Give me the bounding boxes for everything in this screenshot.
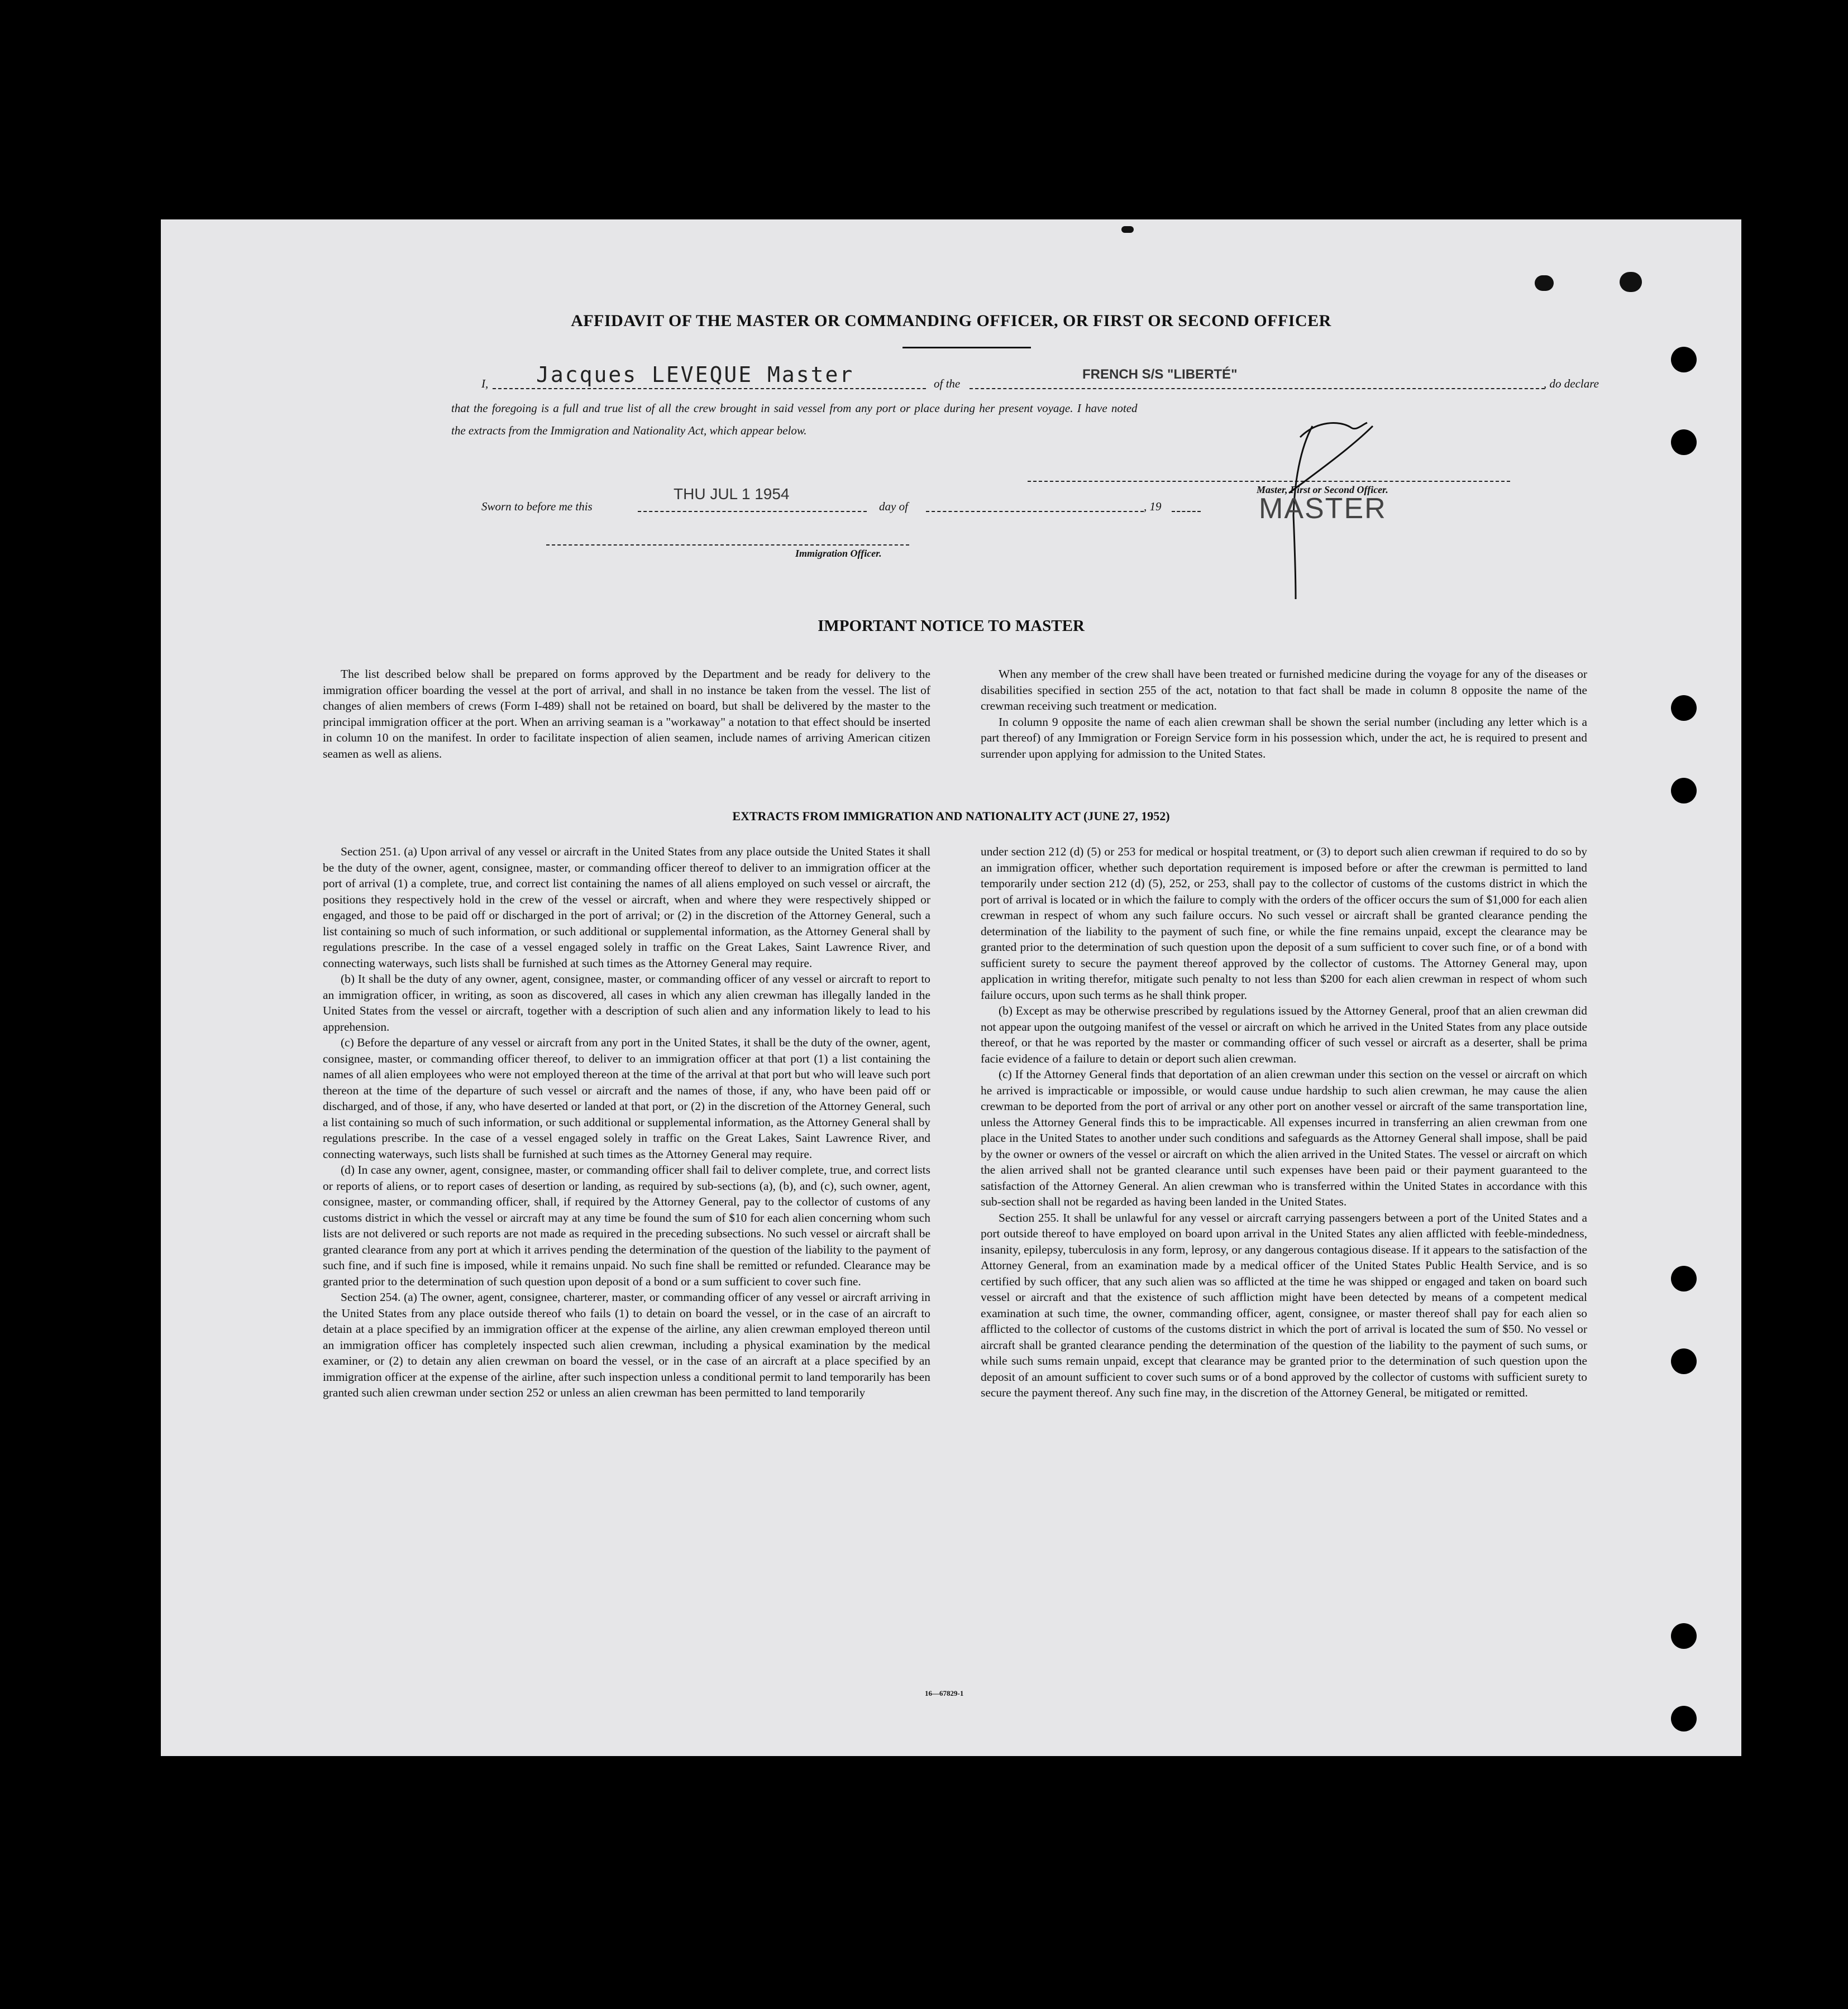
punch-hole <box>1671 1348 1697 1374</box>
declaration-i: I, <box>481 377 489 390</box>
extract-left-section-251d: (d) In case any owner, agent, consignee, master, or commanding officer shall fail to deliver complete, true, and correct lists or reports of aliens, or to report cases of desertion or landing, as required by sub-sections (a), (b), and (c), such owner, agent, consignee, master, or commanding officer, shall, if required by the Attorney General, pay to the collector of customs of any customs district in which the vessel or aircraft may at any time be found the sum of $10 for each alien concerning whom such lists are not delivered or such reports are not made as required in the preceding subsections. No such vessel or aircraft shall be granted clearance from any port at which it arrives pending the determination of the question of the liability to the payment of such fine, and if such fine is imposed, while it remains unpaid. No such fine shall be remitted or refunded. Clearance may be granted prior to the determination of such question upon deposit of a bond or a sum sufficient to cover such fine. <box>323 1163 930 1288</box>
extract-right-section-255: Section 255. It shall be unlawful for any vessel or aircraft carrying passengers between a port of the United States and a port outside thereof to have employed on board upon arrival in the United States any alien afflicted with feeble-mindedness, insanity, epilepsy, tuberculosis in any form, leprosy, or any dangerous contagious disease. If it appears to the satisfaction of the Attorney General, from an examination made by a medical officer of the United States Public Health Service, and is so certified by such officer, that any such alien was so afflicted at the time he was shipped or engaged and taken on board such vessel or aircraft and that the existence of such affliction might have been detected by means of a competent medical examination at such time, the owner, commanding officer, agent, consignee, or master thereof shall pay for each alien so afflicted to the collector of customs of the customs district in which the port of arrival is located the sum of $50. No vessel or aircraft shall be granted clearance pending the determination of the question of the liability to the payment of such sums, or while such sums remain unpaid, except that clearance may be granted prior to the determination of such question upon the deposit of an amount sufficient to cover such sums or of a bond approved by the collector of customs with sufficient surety to secure the payment thereof. Any such fine may, in the discretion of the Attorney General, be mitigated or remitted. <box>981 1211 1587 1399</box>
punch-hole <box>1671 778 1697 803</box>
notice-title: IMPORTANT NOTICE TO MASTER <box>818 617 1085 635</box>
sworn-month-line <box>926 511 1144 512</box>
extract-right-section-254c: (c) If the Attorney General finds that deportation of an alien crewman under this section on the vessel or aircraft on which he arrived is impracticable or impossible, or would cause undue hardship to such alien crewman, he may cause the alien crewman to be deported from the port of arrival or any other port on another vessel or aircraft of the same transportation line, unless the Attorney General finds this to be impracticable. All expenses incurred in transferring an alien crewman from one place in the United States to another under such conditions and safeguards as the Attorney General shall impose, shall be paid by the owner or owners of the vessel or aircraft on which the alien arrived in the United States. The vessel or aircraft on which the alien arrived shall not be granted clearance until such expenses have been paid or their payment guaranteed to the satisfaction of the Attorney General. An alien crewman who is transferred within the United States in accordance with this sub-section shall not be regarded as having been landed in the United States. <box>981 1068 1587 1208</box>
form-number: 16—67829-1 <box>925 1689 964 1697</box>
extracts-title: EXTRACTS FROM IMMIGRATION AND NATIONALITY ACT (JUNE 27, 1952) <box>732 809 1170 823</box>
scan-speck <box>1535 275 1554 291</box>
punch-hole <box>1671 1623 1697 1649</box>
notice-right-paragraph-1: When any member of the crew shall have been treated or furnished medicine during the voyage for any of the diseases or disabilities specified in section 255 of the act, notation to that fact shall be made in column 8 opposite the name of the crewman receiving such treatment or medication. <box>981 667 1587 712</box>
extract-right-section-254b: (b) Except as may be otherwise prescribed by regulations issued by the Attorney General, proof that an alien crewman did not appear upon the outgoing manifest of the vessel or aircraft on which he arrived in the United States from any place outside thereof, or that he was reported by the master or commanding officer of such vessel or aircraft as a deserter, shall be prima facie evidence of a failure to detain or deport such alien crewman. <box>981 1004 1587 1065</box>
declaration-do-declare: , do declare <box>1544 377 1599 390</box>
sworn-label: Sworn to before me this <box>481 500 593 513</box>
sworn-date-stamp: THU JUL 1 1954 <box>674 485 790 503</box>
punch-hole <box>1671 1266 1697 1292</box>
immigration-officer-label: Immigration Officer. <box>795 548 882 559</box>
extracts-left-column <box>323 844 930 1401</box>
notice-right-column <box>981 666 1587 762</box>
punch-hole <box>1671 429 1697 455</box>
punch-hole <box>1671 1706 1697 1731</box>
master-label: Master, First or Second Officer. <box>1257 484 1388 495</box>
declaration-of-the: of the <box>934 377 961 390</box>
declaration-line-3: the extracts from the Immigration and Nationality Act, which appear below. <box>451 424 807 437</box>
sworn-year: , 19 <box>1144 500 1162 513</box>
sworn-date-line <box>638 511 867 512</box>
sworn-year-line <box>1172 511 1201 512</box>
punch-hole <box>1671 347 1697 372</box>
master-name: Jacques LEVEQUE Master <box>536 362 854 387</box>
notice-left-column <box>323 666 930 762</box>
extract-left-section-251c: (c) Before the departure of any vessel or aircraft from any port in the United States, it shall be the duty of the owner, agent, consignee, master, or commanding officer thereof, to deliver to an immigration officer at that port (1) a list containing the names of all alien employees who were not employed thereon at the time of the arrival at that port but who will leave such port thereon at the time of the departure of such vessel or aircraft and the names of those, if any, who have been paid off or discharged, and of those, if any, who have deserted or landed at that port, or (2) in the discretion of the Attorney General, such a list containing so much of such information, or such additional or supplemental information, as the Attorney General shall by regulations prescribe. In the case of a vessel engaged solely in traffic on the Great Lakes, Saint Lawrence River, and connecting waterways, such lists shall be furnished at such times as the Attorney General may require. <box>323 1036 930 1161</box>
affidavit-title: AFFIDAVIT OF THE MASTER OR COMMANDING OFFICER, OR FIRST OR SECOND OFFICER <box>571 312 1331 330</box>
extract-left-section-254a: Section 254. (a) The owner, agent, consignee, charterer, master, or commanding officer of any vessel or aircraft arriving in the United States from any place outside thereof who fails (1) to detain on board the vessel, or in the case of an aircraft to detain at a place specified by an immigration officer at the expense of the airline, any alien crewman employed thereon until an immigration officer has completely inspected such alien crewman, including a physical examination by the medical examiner, or (2) to detain any alien crewman on board the vessel, or in the case of an aircraft at a place specified by an immigration officer at the expense of the airline, after such inspection unless a conditional permit to land temporarily has been granted such alien crewman under section 252 or unless an alien crewman has been permitted to land temporarily <box>323 1290 930 1399</box>
extract-right-section-254a-cont: under section 212 (d) (5) or 253 for medical or hospital treatment, or (3) to deport such alien crewman if required to do so by an immigration officer, whether such deportation requirement is imposed before or after the crewman is permitted to land temporarily under section 212 (d) (5), 252, or 253, shall pay to the collector of customs of the customs district in which the port of arrival is located or in which the failure to comply with the orders of the officer occurs the sum of $1,000 for each alien crewman in respect of whom any such failure occurs. No such vessel or aircraft shall be granted clearance pending the determination of the liability to the payment of such fine, or while the fine remains unpaid, except the clearance may be granted prior to the determination of such question upon the deposit of a sum sufficient to cover such fine, or of a bond with sufficient surety to secure the payment thereof approved by the collector of customs. The Attorney General may, upon application in writing therefor, mitigate such penalty to not less than $200 for each alien crewman in respect of whom such failure occurs, upon such terms as he shall think proper. <box>981 845 1587 1002</box>
extract-left-section-251a: Section 251. (a) Upon arrival of any vessel or aircraft in the United States from any place outside the United States it shall be the duty of the owner, agent, consignee, master, or commanding officer thereof to deliver to an immigration officer at the port of arrival (1) a complete, true, and correct list containing the names of all aliens employed on such vessel or aircraft, the positions they respectively hold in the crew of the vessel or aircraft, when and where they were respectively shipped or engaged, and those to be paid off or discharged in the port of arrival; or (2) in the discretion of the Attorney General, such a list containing so much of such information, or such additional or supplemental information, as the Attorney General shall by regulations prescribe. In the case of a vessel engaged solely in traffic on the Great Lakes, Saint Lawrence River, and connecting waterways, such lists shall be furnished at such times as the Attorney General may require. <box>323 845 930 970</box>
extracts-right-column <box>981 844 1587 1401</box>
immigration-officer-line <box>546 544 909 546</box>
vessel-name: FRENCH S/S "LIBERTÉ" <box>1082 367 1238 382</box>
title-underline <box>902 347 1031 348</box>
scan-speck <box>1620 272 1642 292</box>
punch-hole <box>1671 695 1697 721</box>
vessel-field-line <box>970 388 1545 389</box>
name-field-line <box>493 388 926 389</box>
declaration-line-2: that the foregoing is a full and true list of all the crew brought in said vessel from any port or place during her present voyage. I have noted <box>451 401 1138 415</box>
sworn-day-of: day of <box>879 500 908 513</box>
notice-left-paragraph: The list described below shall be prepared on forms approved by the Department and be ready for delivery to the immigration officer boarding the vessel at the port of arrival, and shall in no instance be taken from the vessel. The list of changes of alien members of crews (Form I-489) shall not be retained on board, but shall be delivered by the master to the principal immigration officer at the port. When an arriving seaman is a "workaway" a notation to that effect should be inserted in column 10 on the manifest. In order to facilitate inspection of alien seamen, include names of arriving American citizen seamen as well as aliens. <box>323 667 930 760</box>
master-stamp: MASTER <box>1259 492 1387 525</box>
master-signature-line <box>1028 481 1510 482</box>
document-page <box>161 219 1741 1756</box>
notice-right-paragraph-2: In column 9 opposite the name of each alien crewman shall be shown the serial number (including any letter which is a part thereof) of any Immigration or Foreign Service form in his possession which, under the act, he is required to present and surrender upon applying for admission to the United States. <box>981 715 1587 760</box>
extract-left-section-251b: (b) It shall be the duty of any owner, agent, consignee, master, or commanding officer of any vessel or aircraft to report to an immigration officer, in writing, as soon as discovered, all cases in which any alien crewman has illegally landed in the United States from the vessel or aircraft, together with a description of such alien and any information likely to lead to his apprehension. <box>323 972 930 1034</box>
scan-speck <box>1121 226 1134 233</box>
